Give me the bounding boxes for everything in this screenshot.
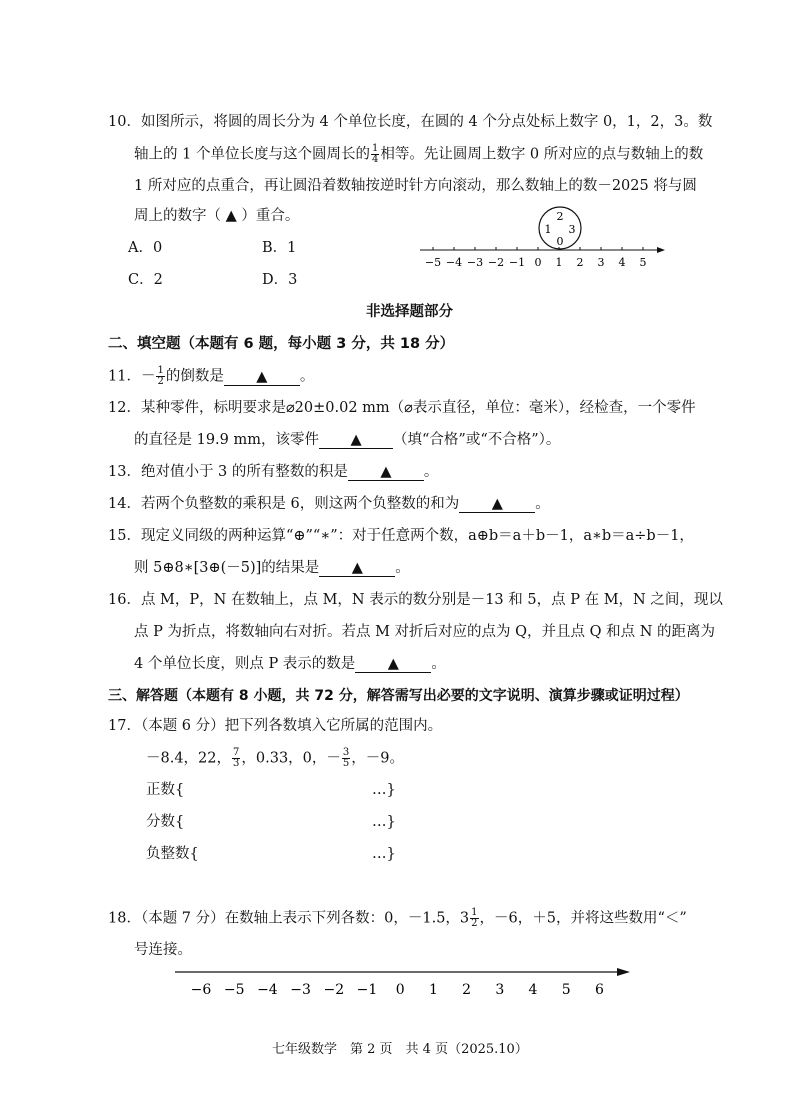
q17-set-positive-label: 正数{ xyxy=(146,782,185,798)
q15-line2 xyxy=(134,558,410,578)
q10-option-b: B．1 xyxy=(262,240,297,256)
q12-line1: 12．某种零件，标明要求是⌀20±0.02 mm（⌀表示直径，单位：毫米），经检查，一个零件 xyxy=(108,400,696,416)
q10-circle-label-top: 2 xyxy=(556,210,564,223)
q10-option-a: A．0 xyxy=(128,240,163,256)
q17-nums-c: ，－9。 xyxy=(351,750,405,767)
q15-line1: 15．现定义同级的两种运算“⊕”“∗”：对于任意两个数，a⊕b＝a＋b－1，a∗b＝a÷b－1， xyxy=(108,528,694,544)
q10-line2-a: 轴上的 1 个单位长度与这个圆周长的 xyxy=(134,146,370,163)
q18-axis-tick-label: −3 xyxy=(290,982,311,998)
section-3-title: 三、解答题（本题有 8 小题，共 72 分，解答需写出必要的文字说明、演算步骤或证明过程） xyxy=(108,688,689,704)
q11-frac-denominator: 2 xyxy=(157,376,164,387)
q17-set-fraction-end: …} xyxy=(372,814,396,830)
q16-line3-a: 4 个单位长度，则点 P 表示的数是 xyxy=(134,656,356,672)
q11-end: 。 xyxy=(299,368,315,385)
q18-line1-a: 18．（本题 7 分）在数轴上表示下列各数：0，－1.5，3 xyxy=(108,910,470,927)
q10-figure xyxy=(415,205,670,270)
q13 xyxy=(108,462,438,482)
q18-number-line[interactable] xyxy=(170,960,640,1005)
q18-axis-tick-label: 5 xyxy=(561,982,571,998)
q15-line2-a: 则 5⊕8∗[3⊕(－5)]的结果是 xyxy=(134,560,320,576)
q18-axis-tick-label: 4 xyxy=(528,982,538,998)
q10-line2 xyxy=(134,144,703,165)
q10-line2-b: 相等。先让圆周上数字 0 所对应的点与数轴上的数 xyxy=(380,146,704,163)
q17-frac1-denominator: 3 xyxy=(233,758,240,769)
q12-line2-a: 的直径是 19.9 mm，该零件 xyxy=(134,432,320,448)
q11-pre: 11．－ xyxy=(108,368,156,385)
q11-post: 的倒数是 xyxy=(165,368,224,385)
q11-fraction xyxy=(156,366,164,387)
q18-line2: 号连接。 xyxy=(134,942,192,958)
q16-line2: 点 P 为折点，将数轴向右对折。若点 M 对折后对应的点为 Q，并且点 Q 和点 N 的距离为 xyxy=(134,624,716,640)
q18-fraction xyxy=(470,908,478,929)
q12-answer-blank[interactable]: ▲ xyxy=(319,432,393,449)
q16-end: 。 xyxy=(431,656,446,672)
q17-set-negative-integer-end: …} xyxy=(372,846,396,862)
q10-line3: 1 所对应的点重合，再让圆沿着数轴按逆时针方向滚动，那么数轴上的数－2025 将与圆 xyxy=(134,178,697,194)
q10-axis-tick-label: 5 xyxy=(639,256,647,269)
q18-axis-tick-label: −4 xyxy=(257,982,278,998)
q11-frac-numerator: 1 xyxy=(157,365,164,376)
q17-fraction-2 xyxy=(342,748,350,769)
q18-axis-tick-label: −2 xyxy=(323,982,345,998)
q10-line4: 周上的数字（ ▲ ）重合。 xyxy=(134,208,300,224)
q12-line2 xyxy=(134,430,560,450)
q18-axis-tick-label: 2 xyxy=(462,982,472,998)
q10-axis-tick-label: 2 xyxy=(576,256,584,269)
q18-line1-b: ，－6，＋5，并将这些数用“＜” xyxy=(479,910,687,927)
q17-set-negative-integer-label: 负整数{ xyxy=(146,846,199,862)
q18-line1 xyxy=(108,908,687,929)
q17-title: 17．（本题 6 分）把下列各数填入它所属的范围内。 xyxy=(108,718,443,734)
q17-nums-a: －8.4，22， xyxy=(146,750,232,767)
section-non-selection-title: 非选择题部分 xyxy=(366,304,453,320)
q10-fraction xyxy=(371,144,379,165)
q18-axis-tick-label: 3 xyxy=(495,982,505,998)
q17-frac1-numerator: 7 xyxy=(233,747,240,758)
q18-axis-tick-label: −6 xyxy=(190,982,212,998)
q16-answer-blank[interactable]: ▲ xyxy=(355,656,431,673)
q10-circle-label-left: 1 xyxy=(544,223,552,236)
q15-end: 。 xyxy=(395,560,410,576)
q10-axis-tick-label: 4 xyxy=(618,256,626,269)
q17-frac2-denominator: 5 xyxy=(342,758,350,769)
q18-frac-denominator: 2 xyxy=(471,918,478,929)
q10-option-d: D．3 xyxy=(262,272,298,288)
q16-line3 xyxy=(134,654,446,674)
q10-axis-tick-label: 0 xyxy=(534,256,542,269)
q17-set-positive-end: …} xyxy=(372,782,396,798)
q18-axis-labels xyxy=(191,982,604,998)
q18-axis-tick-label: 0 xyxy=(395,982,405,998)
q18-axis-tick-label: −5 xyxy=(223,982,245,998)
q10-axis-arrow xyxy=(657,247,665,253)
q17-numbers xyxy=(146,748,404,769)
q14-pre: 14．若两个负整数的乘积是 6，则这两个负整数的和为 xyxy=(108,496,460,512)
q18-axis-tick-label: −1 xyxy=(356,982,378,998)
q17-set-fraction-label: 分数{ xyxy=(146,814,185,830)
q13-answer-blank[interactable]: ▲ xyxy=(348,464,424,481)
q18-axis-tick-label: 6 xyxy=(594,982,604,998)
q10-axis-tick-label: −3 xyxy=(466,256,484,269)
q10-circle-label-bottom: 0 xyxy=(556,235,564,248)
q11-answer-blank[interactable]: ▲ xyxy=(224,369,300,386)
q10-axis-tick-label: −4 xyxy=(445,256,463,269)
q10-axis-tick-label: 1 xyxy=(555,256,563,269)
q14 xyxy=(108,494,550,514)
q17-frac2-numerator: 3 xyxy=(342,747,350,758)
q15-answer-blank[interactable]: ▲ xyxy=(319,560,395,577)
q13-pre: 13．绝对值小于 3 的所有整数的积是 xyxy=(108,464,348,480)
q11 xyxy=(108,366,314,387)
q18-frac-numerator: 1 xyxy=(471,907,478,918)
q10-option-c: C．2 xyxy=(128,272,163,288)
q17-fraction-1 xyxy=(232,748,240,769)
q12-line2-b: （填“合格”或“不合格”）。 xyxy=(393,432,561,448)
q16-line1: 16．点 M，P，N 在数轴上，点 M，N 表示的数分别是－13 和 5，点 P 在 M，N 之间，现以 xyxy=(108,592,723,608)
q10-circle-label-right: 3 xyxy=(568,223,576,236)
q17-nums-b: ，0.33，0，－ xyxy=(241,750,341,767)
q10-axis-tick-label: −1 xyxy=(508,256,526,269)
q10-line1: 10．如图所示，将圆的周长分为 4 个单位长度，在圆的 4 个分点处标上数字 0，1，2，3。数 xyxy=(108,114,713,130)
q10-frac-denominator: 4 xyxy=(371,154,379,165)
q18-axis-arrow xyxy=(617,968,630,976)
q14-answer-blank[interactable]: ▲ xyxy=(459,496,535,513)
q10-frac-numerator: 1 xyxy=(371,143,379,154)
q14-end: 。 xyxy=(535,496,550,512)
section-2-title: 二、填空题（本题有 6 题，每小题 3 分，共 18 分） xyxy=(108,336,455,352)
q13-end: 。 xyxy=(423,464,439,480)
q18-axis-tick-label: 1 xyxy=(428,982,438,998)
q10-axis-tick-label: −2 xyxy=(487,256,505,269)
q10-axis-tick-label: 3 xyxy=(597,256,605,269)
q10-axis-tick-label: −5 xyxy=(424,256,442,269)
page-footer: 七年级数学 第 2 页 共 4 页（2025.10） xyxy=(272,1042,528,1057)
